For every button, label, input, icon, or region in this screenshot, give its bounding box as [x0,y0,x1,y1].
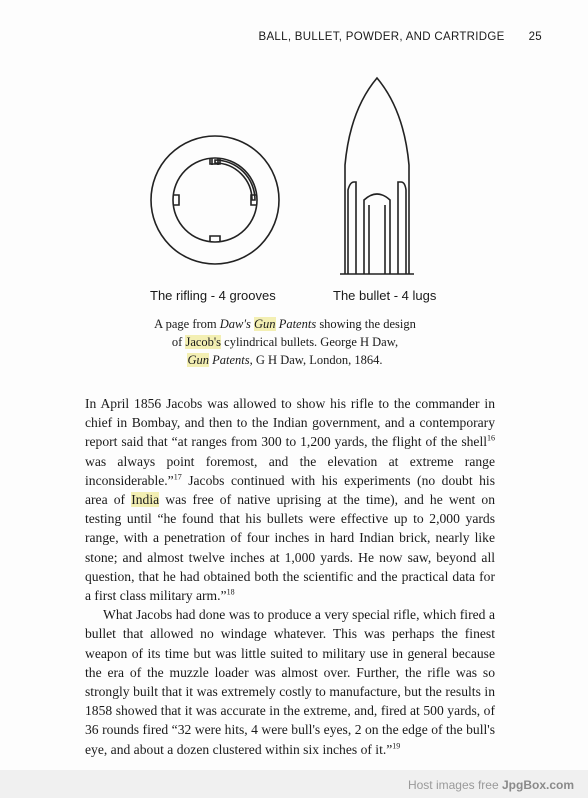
running-head [258,31,542,43]
caption-italic: Daw's [219,317,255,331]
caption-text: cylindrical bullets. George H Daw, [221,335,399,349]
bullet-label: The bullet - 4 lugs [333,288,437,303]
caption-text: A page from [154,317,220,331]
paragraph-2: What Jacobs had done was to produce a very special rifle, which fired a bullet that allowed no windage whatever. This was perhaps the finest weapon of its time but was little suited to military use in general because the era of the muzzle loader was almost over. Further, the rifle was so strongly built that it was extremely costly to manufacture, but the results in 1858 showed that it was accurate in the extreme, and, fired at 500 yards, of 36 rounds fired “32 were hits, 4 were bull's eyes, 2 on the edge of the bull's eye, and about a dozen clustered within six inches of it.”$^{19}$ [85,607,495,757]
watermark-link[interactable]: JpgBox.com [501,778,574,792]
bullet-diagram [340,78,414,274]
highlight-gun: Gun [187,353,210,367]
body-text [85,394,495,759]
highlight-india: India [131,492,160,508]
rifling-diagram [151,136,279,264]
highlight-jacobs: Jacob's [185,335,222,349]
page-number: 25 [528,31,542,43]
caption-text: showing the design [316,317,416,331]
caption-italic: Patents [275,317,317,331]
caption-text: of [171,335,186,349]
watermark-bar [0,770,588,798]
caption-italic: Patents, [209,353,253,367]
paragraph-1: In April 1856 Jacobs was allowed to show his rifle to the commander in chief in Bombay, and then to the Indian government, and a contemporary report said that “at ranges from 300 to 1,200 yards, the flight of the shell$^{16}$ was always point foremost, and the elevation at extreme range inconsiderable.”$^{17}$ Jacobs continued with his experiments (no doubt his area of India was free of native uprising at the time), and he went on testing until “he found that his bullets were effective up to 2,000 yards range, with a penetration of four inches in hard Indian brick, nearly like stone; and almost twelve inches at 1,000 yards. He now saw, beyond all question, that he had obtained both the scientific and the practical data for a first class military arm.”$^{18}$ [85,396,496,604]
figure-caption [110,315,460,369]
figure-illustration [140,70,450,310]
footnote-ref: 19 [392,741,401,751]
footnote-ref: 18 [226,587,235,597]
caption-text: G H Daw, London, 1864. [252,353,383,367]
running-title: BALL, BULLET, POWDER, AND CARTRIDGE [258,31,505,43]
footnote-ref: 16 [487,433,495,443]
highlight-gun: Gun [254,317,276,331]
rifling-label: The rifling - 4 grooves [150,288,276,303]
watermark-text: Host images free JpgBox.com [407,778,574,792]
footnote-ref: 17 [173,472,182,482]
